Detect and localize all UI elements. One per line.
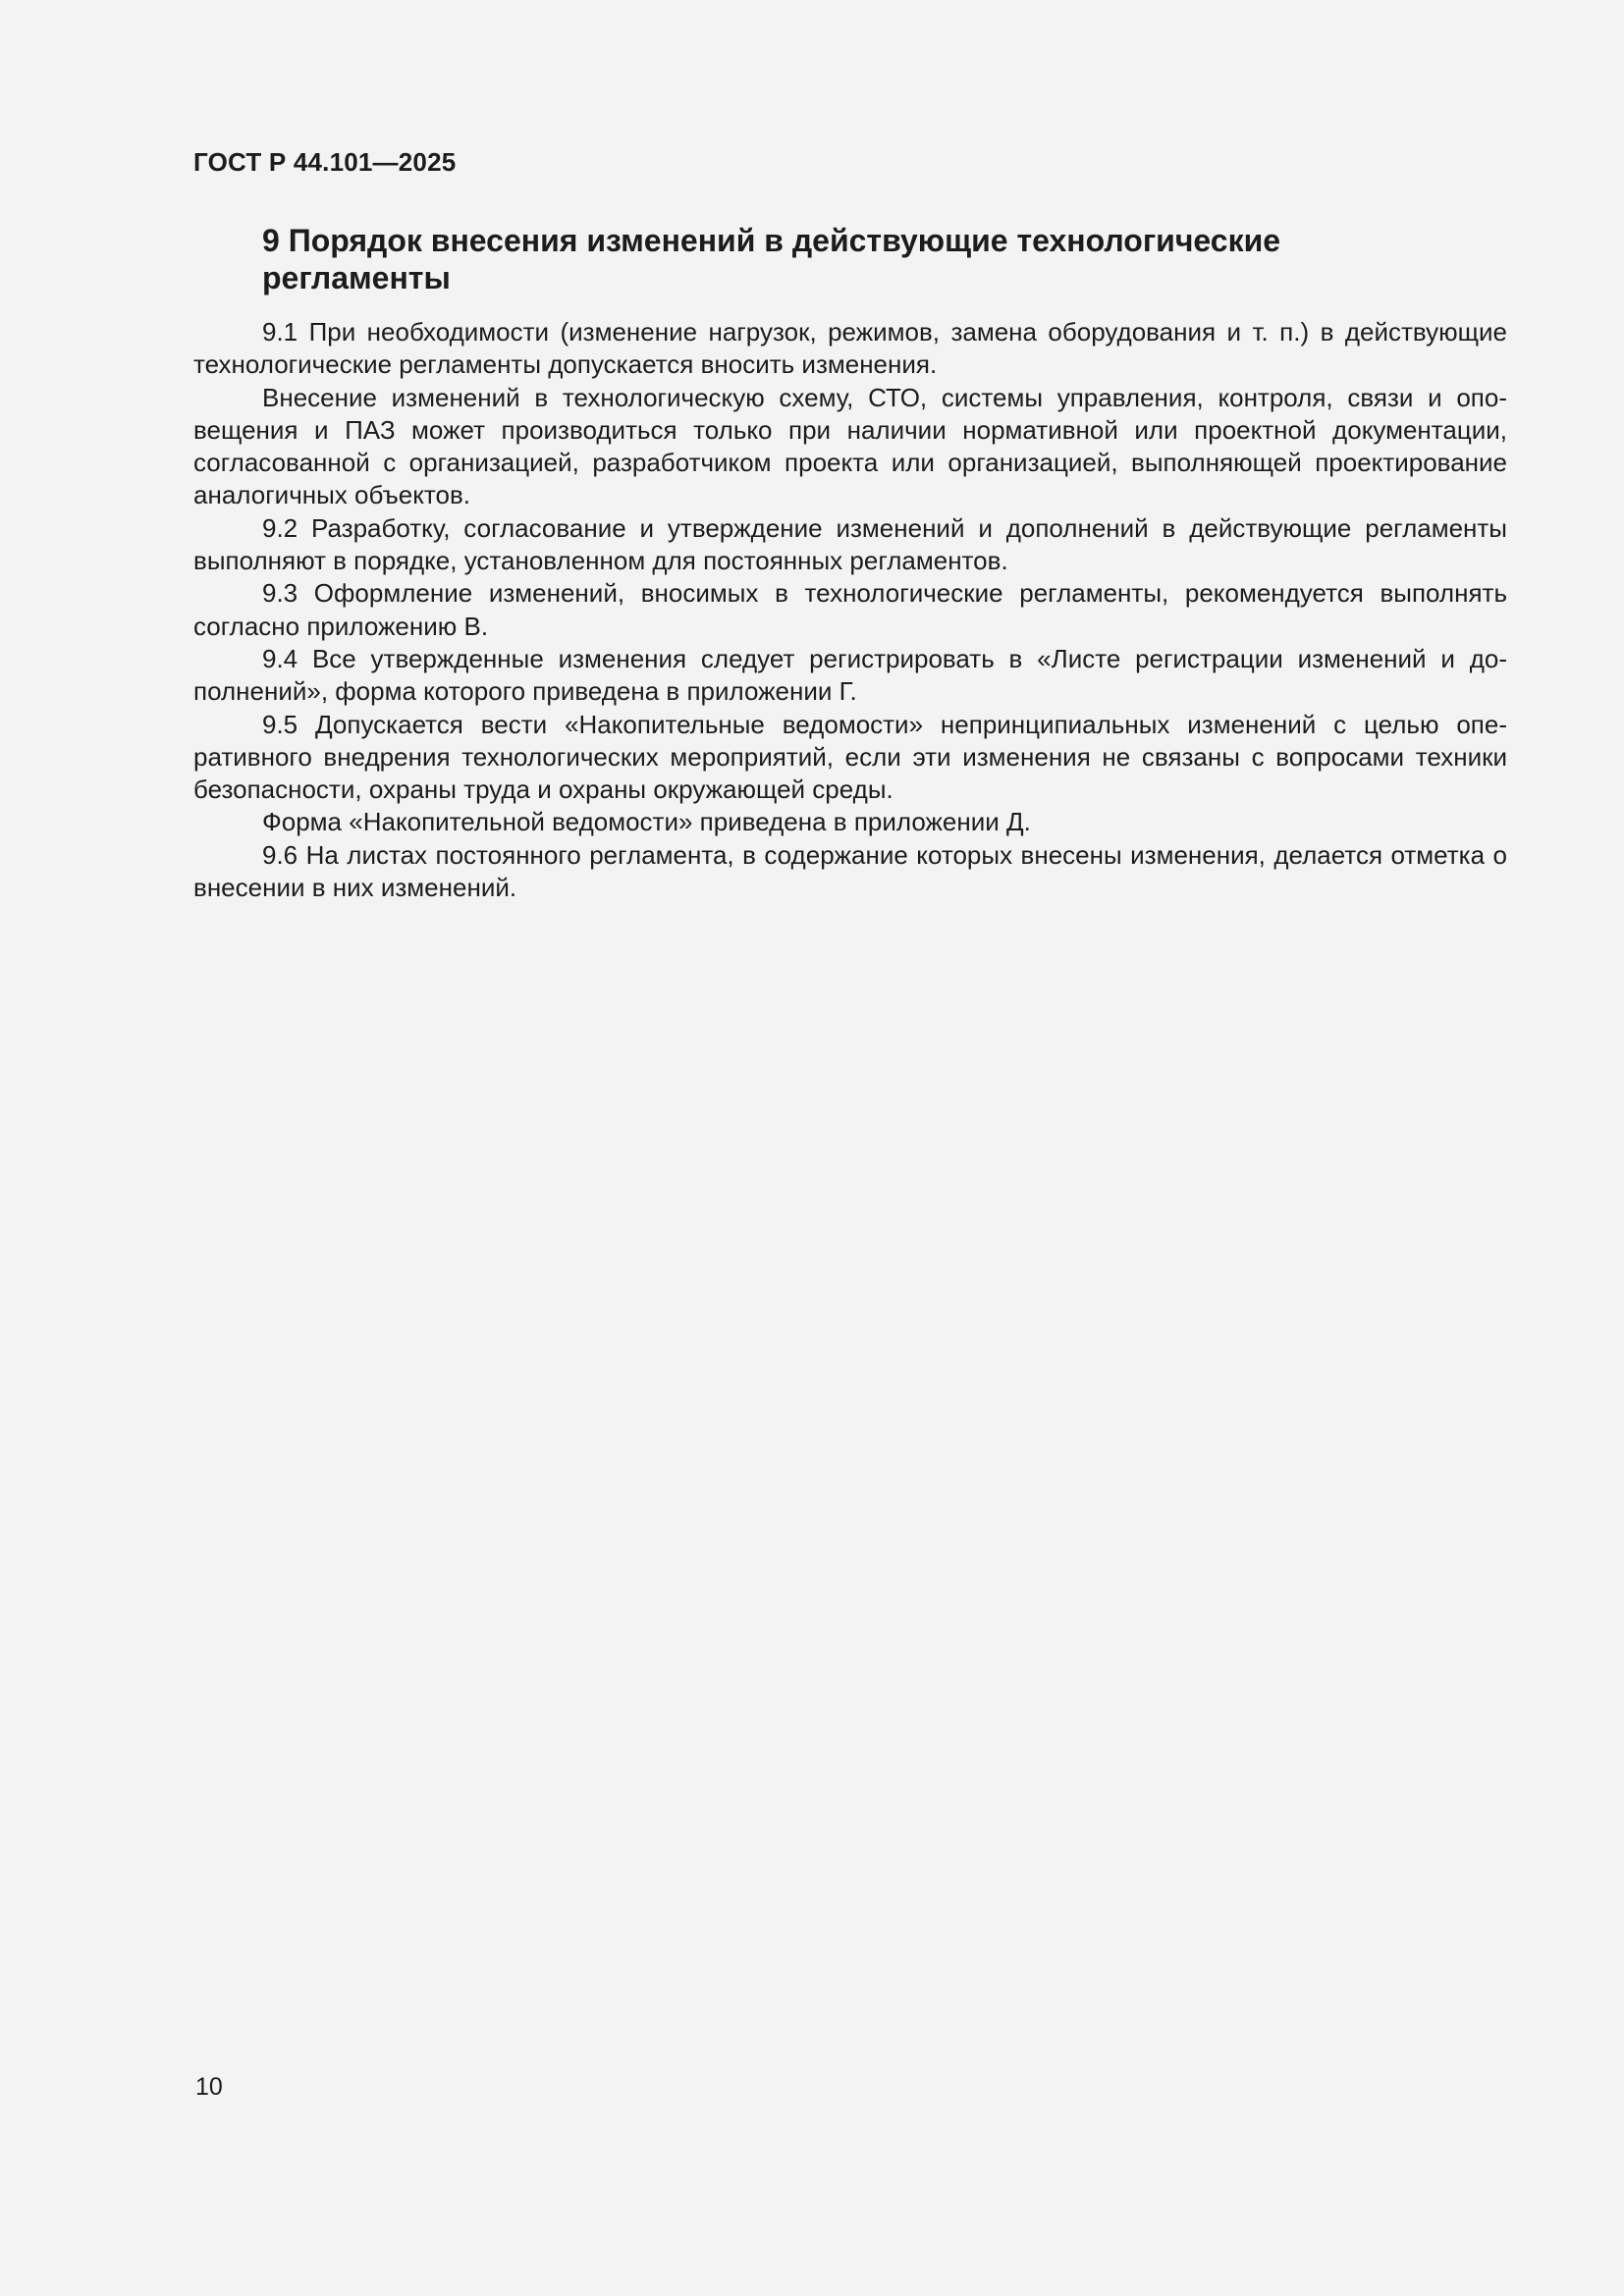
document-body bbox=[193, 222, 1507, 904]
section-title-line-2: регламенты bbox=[262, 260, 451, 295]
paragraph-9-5-form: Форма «Накопительной ведомости» приведена в приложении Д. bbox=[262, 807, 1031, 837]
paragraph-9-2: 9.2 Разработку, согласование и утверждение изменений и дополнений в действующие регламенты выполняют в порядке, установленном для постоянных регламентов. bbox=[193, 512, 1507, 576]
paragraph-9-6: 9.6 На листах постоянного регламента, в содержание которых внесены изменения, делается отметка о внесении в них изменений. bbox=[193, 839, 1507, 903]
paragraph-9-3: 9.3 Оформление изменений, вносимых в технологические регламенты, рекомендуется выполнять согласно приложению В. bbox=[193, 578, 1507, 641]
document-code-header: ГОСТ Р 44.101—2025 bbox=[193, 147, 457, 177]
page-number: 10 bbox=[195, 2073, 223, 2101]
paragraph-9-4: 9.4 Все утвержденные изменения следует регистрировать в «Листе регистрации изменений и дополнений», форма которого приведена в приложении Г. bbox=[193, 643, 1507, 707]
section-title-line-1: 9 Порядок внесения изменений в действующие технологические bbox=[262, 223, 1281, 258]
paragraph-9-1: 9.1 При необходимости (изменение нагрузок, режимов, замена оборудования и т. п.) в действующие технологические регламенты допускается вносить изменения. bbox=[193, 317, 1507, 380]
paragraph-9-5: 9.5 Допускается вести «Накопительные ведомости» непринципиальных изменений с целью оперативного внедрения технологических мероприятий, если эти изменения не связаны с вопросами техники безопасности, охраны труда и охраны окружающей среды. bbox=[193, 709, 1507, 805]
paragraph-9-1-changes: Внесение изменений в технологическую схему, СТО, системы управления, контроля, связи и оповещения и ПАЗ может производиться только при наличии нормативной или проектной документации, согласованной с организацией, разработчиком проекта или организацией, выполняющей проектирование аналогичных объектов. bbox=[193, 382, 1507, 510]
section-title bbox=[193, 222, 1507, 296]
